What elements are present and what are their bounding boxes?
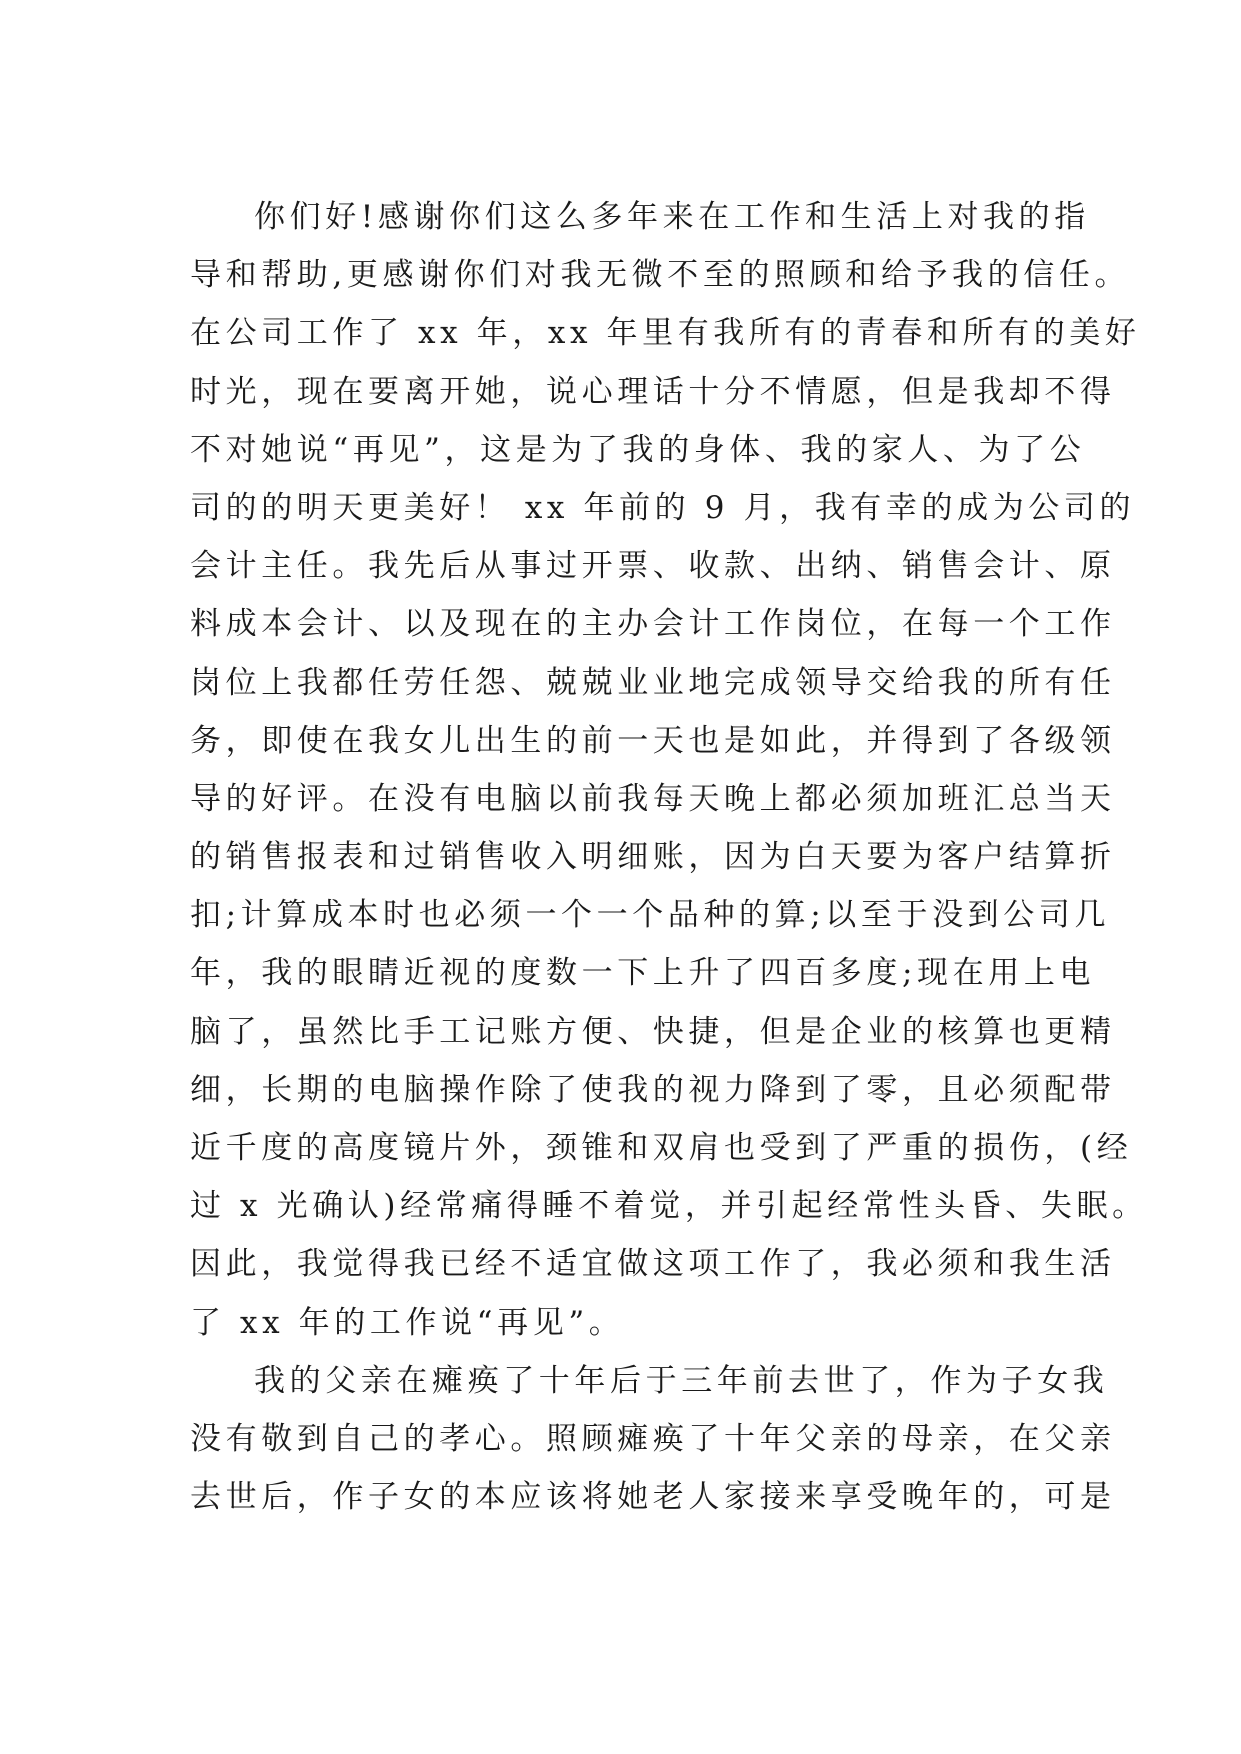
text-line: 在公司工作了 xx 年，xx 年里有我所有的青春和所有的美好 <box>190 315 1141 352</box>
text-line: 不对她说“再见”，这是为了我的身体、我的家人、为了公 <box>190 431 1086 468</box>
text-line: 司的的明天更美好！ xx 年前的 9 月，我有幸的成为公司的 <box>190 489 1136 526</box>
text-line: 导和帮助,更感谢你们对我无微不至的照顾和给予我的信任。 <box>190 257 1131 294</box>
text-line: 年，我的眼睛近视的度数一下上升了四百多度;现在用上电 <box>190 955 1096 992</box>
text-line: 会计主任。我先后从事过开票、收款、出纳、销售会计、原 <box>190 548 1116 585</box>
paragraph <box>190 1352 1116 1527</box>
text-line: 时光，现在要离开她，说心理话十分不情愿，但是我却不得 <box>190 373 1116 410</box>
text-line: 了 xx 年的工作说“再见”。 <box>190 1304 625 1341</box>
text-line: 过 x 光确认)经常痛得睡不着觉，并引起经常性头昏、失眠。 <box>190 1188 1148 1225</box>
text-line: 没有敬到自己的孝心。照顾瘫痪了十年父亲的母亲，在父亲 <box>190 1420 1116 1457</box>
document-body <box>190 188 1148 1526</box>
text-line: 细，长期的电脑操作除了使我的视力降到了零，且必须配带 <box>190 1071 1116 1108</box>
text-line: 你们好!感谢你们这么多年来在工作和生活上对我的指 <box>254 199 1090 235</box>
text-line: 脑了，虽然比手工记账方便、快捷，但是企业的核算也更精 <box>190 1013 1116 1050</box>
text-line: 岗位上我都任劳任怨、兢兢业业地完成领导交给我的所有任 <box>190 664 1116 701</box>
text-line: 的销售报表和过销售收入明细账，因为白天要为客户结算折 <box>190 839 1116 876</box>
text-line: 扣;计算成本时也必须一个一个品种的算;以至于没到公司几 <box>190 897 1111 934</box>
text-line: 因此，我觉得我已经不适宜做这项工作了，我必须和我生活 <box>190 1246 1116 1283</box>
text-line: 料成本会计、以及现在的主办会计工作岗位，在每一个工作 <box>190 606 1116 643</box>
text-line: 我的父亲在瘫痪了十年后于三年前去世了，作为子女我 <box>254 1362 1109 1399</box>
text-line: 去世后，作子女的本应该将她老人家接来享受晚年的，可是 <box>190 1479 1116 1516</box>
paragraph <box>190 188 1148 1352</box>
text-line: 务，即使在我女儿出生的前一天也是如此，并得到了各级领 <box>190 722 1116 759</box>
text-line: 近千度的高度镜片外，颈锥和双肩也受到了严重的损伤，(经 <box>190 1130 1133 1166</box>
text-line: 导的好评。在没有电脑以前我每天晚上都必须加班汇总当天 <box>190 780 1116 817</box>
